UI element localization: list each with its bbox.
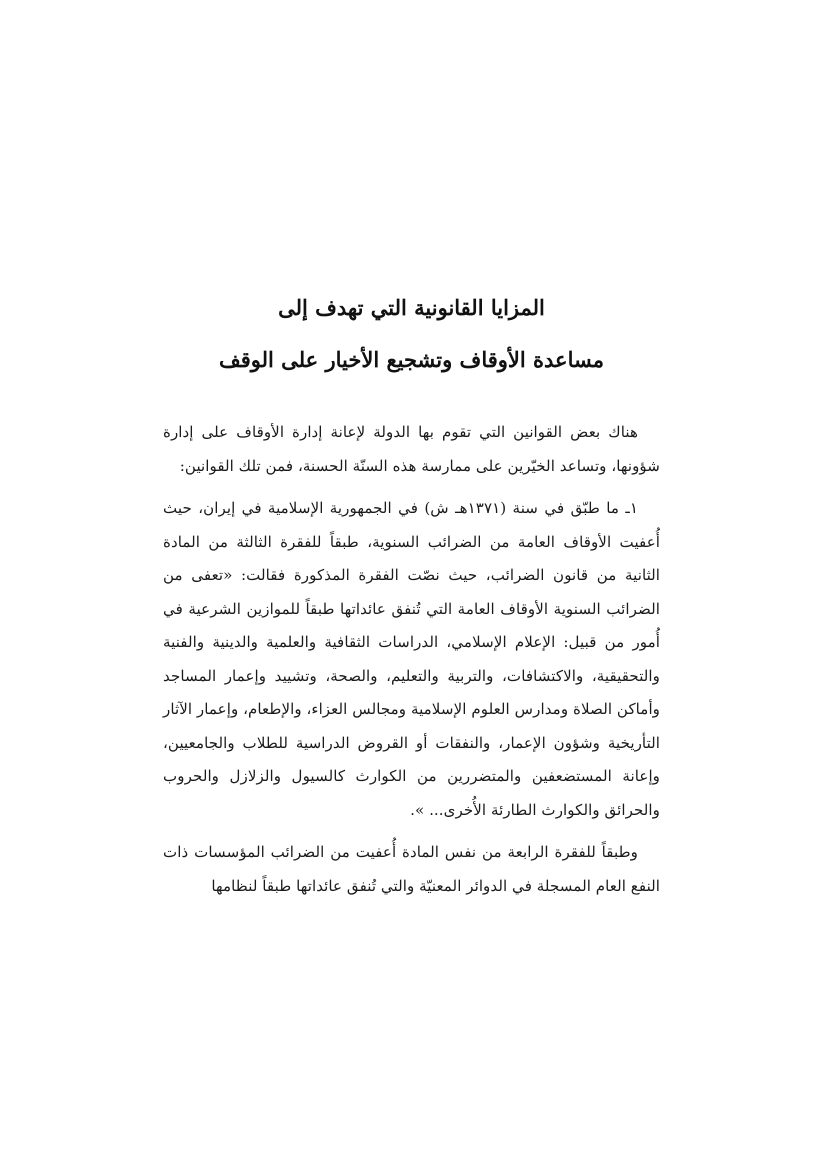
chapter-title-line-2: مساعدة الأوقاف وتشجيع الأخيار على الوقف	[219, 347, 604, 372]
paragraph-item-1: ١ـ ما طبّق في سنة (١٣٧١هـ ش) في الجمهورية الإسلامية في إيران، حيث أُعفيت الأوقاف العامة من الضرائب السنوية، طبقاً للفقرة الثالثة من المادة الثانية من قانون الضرائب، حيث نصّت الفقرة المذكورة فقالت: «تعفى من الضرائب السنوية الأوقاف العامة التي تُنفق عائداتها طبقاً للموازين الشرعية في أُمور من قبيل: الإعلام الإسلامي، الدراسات الثقافية والعلمية والدينية والفنية والتحقيقية، والاكتشافات، والتربية والتعليم، والصحة، وتشييد وإعمار المساجد وأماكن الصلاة ومدارس العلوم الإسلامية ومجالس العزاء، والإطعام، وإعمار الآثار التأريخية وشؤون الإعمار، والنفقات أو القروض الدراسية للطلاب والجامعيين، وإعانة المستضعفين والمتضررين من الكوارث كالسيول والزلازل والحروب والحرائق والكوارث الطارئة الأُخرى... ».	[163, 499, 660, 819]
chapter-title	[163, 282, 660, 386]
body-text	[163, 416, 660, 912]
paragraph-continuation: وطبقاً للفقرة الرابعة من نفس المادة أُعفيت من الضرائب المؤسسات ذات النفع العام المسجلة في الدوائر المعنيّة والتي تُنفق عائداتها طبقاً لنظامها	[163, 843, 660, 895]
chapter-title-line-1: المزايا القانونية التي تهدف إلى	[278, 295, 545, 320]
paragraph-intro: هناك بعض القوانين التي تقوم بها الدولة لإعانة إدارة الأوقاف على إدارة شؤونها، وتساعد الخيّرين على ممارسة هذه السنّة الحسنة، فمن تلك القوانين:	[163, 423, 660, 475]
